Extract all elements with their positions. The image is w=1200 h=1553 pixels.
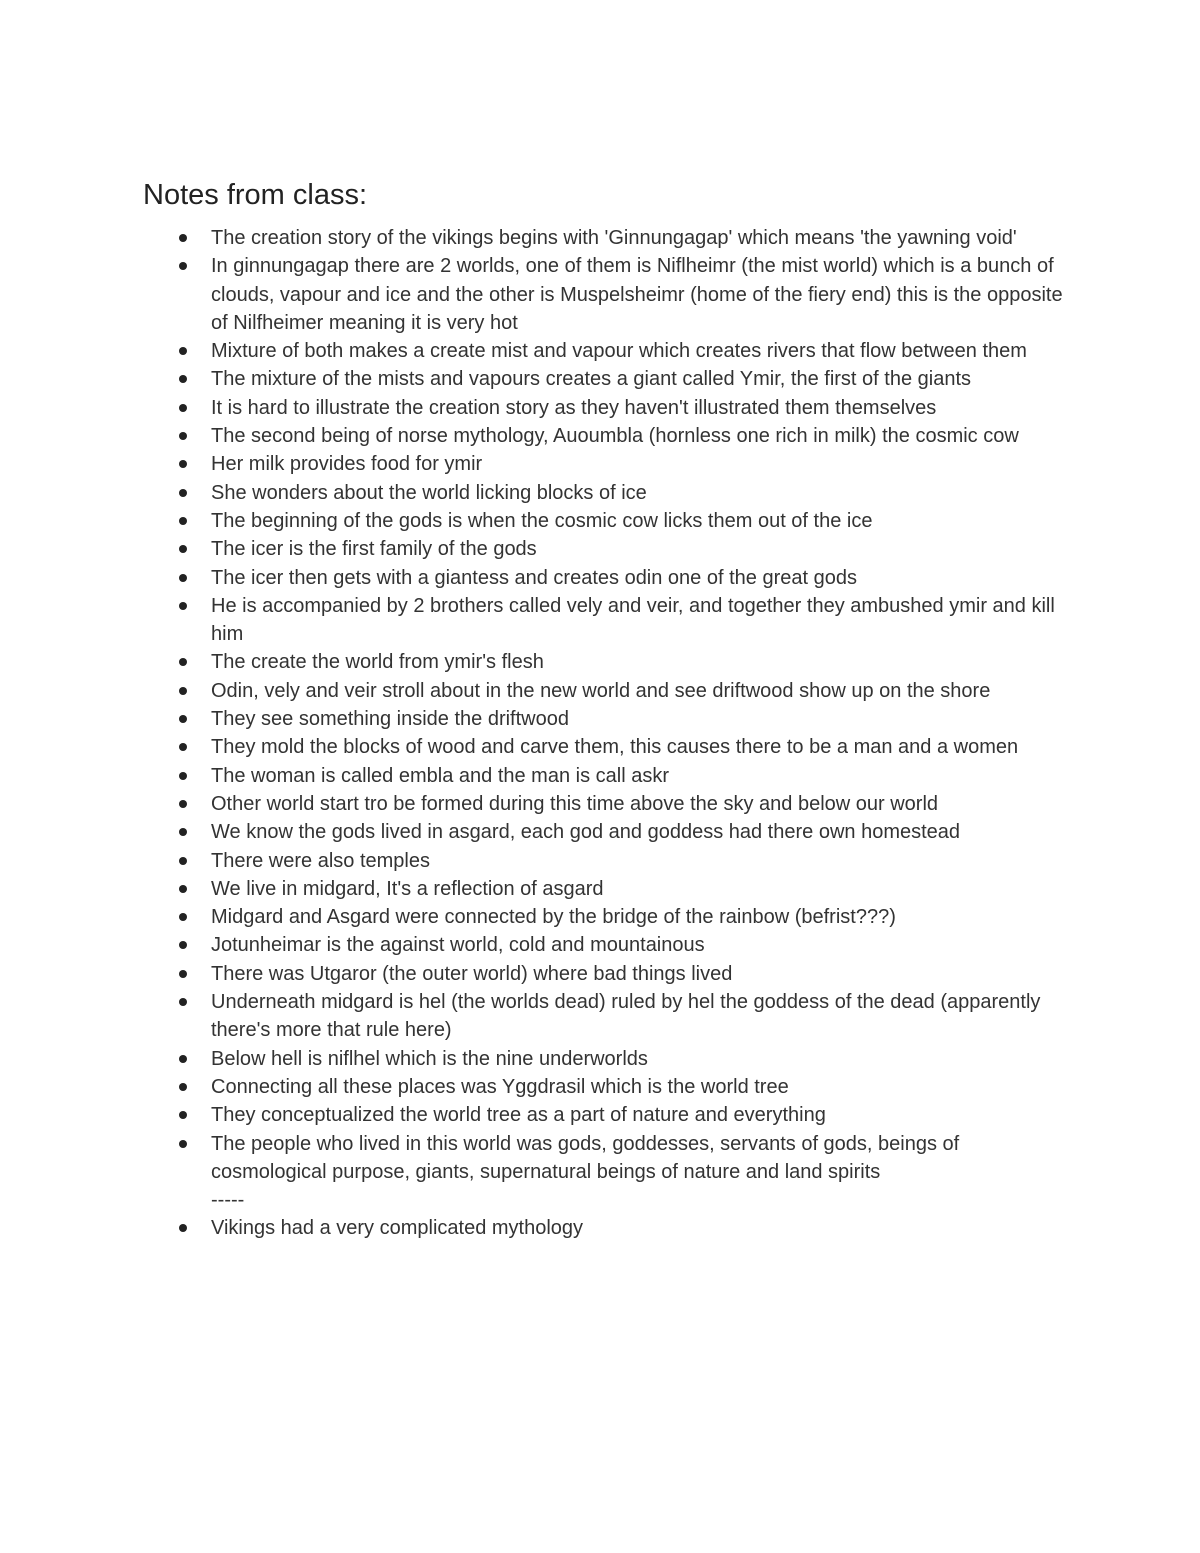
list-item-text: It is hard to illustrate the creation story as they haven't illustrated them themselves (211, 396, 937, 419)
list-item-text: Below hell is niflhel which is the nine underworlds (211, 1047, 648, 1070)
list-item-text: Jotunheimar is the against world, cold and mountainous (211, 934, 705, 957)
bullet-icon (179, 941, 187, 949)
list-item (143, 790, 1063, 818)
list-item-text: Vikings had a very complicated mythology (211, 1217, 584, 1240)
bullet-icon (179, 347, 187, 355)
bullet-icon (179, 658, 187, 666)
list-item (143, 648, 1063, 676)
bullet-icon (179, 262, 187, 270)
list-item (143, 931, 1063, 959)
list-item (143, 875, 1063, 903)
bullet-icon (179, 1140, 187, 1148)
bullet-icon (179, 800, 187, 808)
list-item-text: Midgard and Asgard were connected by the bridge of the rainbow (befrist???) (211, 906, 896, 929)
bullet-icon (179, 517, 187, 525)
bullet-icon (179, 913, 187, 921)
list-item-text: They see something inside the driftwood (211, 708, 569, 731)
list-item-text: The people who lived in this world was gods, goddesses, servants of gods, beings of cosmological purpose, giants, supernatural beings of nature and land spirits (211, 1132, 960, 1183)
list-item (143, 365, 1063, 393)
list-item-text: She wonders about the world licking blocks of ice (211, 481, 647, 504)
list-item-text: The second being of norse mythology, Auoumbla (hornless one rich in milk) the cosmic cow (211, 425, 1019, 448)
bullet-icon (179, 1224, 187, 1232)
list-item-text: They mold the blocks of wood and carve them, this causes there to be a man and a women (211, 736, 1019, 759)
list-item (143, 422, 1063, 450)
list-item (143, 818, 1063, 846)
list-item-text: Odin, vely and veir stroll about in the new world and see driftwood show up on the shore (211, 679, 991, 702)
list-item (143, 507, 1063, 535)
bullet-icon (179, 545, 187, 553)
bullet-icon (179, 885, 187, 893)
bullet-icon (179, 687, 187, 695)
list-item (143, 394, 1063, 422)
bullet-icon (179, 772, 187, 780)
separator-text: ----- (211, 1189, 245, 1212)
list-item-text: There was Utgaror (the outer world) where bad things lived (211, 962, 733, 985)
notes-list (143, 224, 1063, 1243)
bullet-icon (179, 857, 187, 865)
list-item-text: The creation story of the vikings begins with 'Ginnungagap' which means 'the yawning void' (211, 227, 1017, 249)
list-item (143, 1101, 1063, 1129)
list-item-text: The woman is called embla and the man is call askr (211, 764, 669, 787)
bullet-icon (179, 715, 187, 723)
list-item-text: The mixture of the mists and vapours creates a giant called Ymir, the first of the giants (211, 368, 971, 391)
bullet-icon (179, 375, 187, 383)
list-item-text: They conceptualized the world tree as a part of nature and everything (211, 1104, 826, 1127)
list-item (143, 733, 1063, 761)
list-item (143, 960, 1063, 988)
bullet-icon (179, 1055, 187, 1063)
bullet-icon (179, 743, 187, 751)
bullet-icon (179, 1083, 187, 1091)
list-item (143, 762, 1063, 790)
list-item (143, 337, 1063, 365)
bullet-icon (179, 404, 187, 412)
list-item-text: Connecting all these places was Yggdrasil which is the world tree (211, 1075, 789, 1098)
list-item-text: The icer is the first family of the gods (211, 538, 537, 561)
list-item-text: Her milk provides food for ymir (211, 453, 483, 476)
bullet-icon (179, 998, 187, 1006)
bullet-icon (179, 489, 187, 497)
list-item (143, 903, 1063, 931)
list-item-text: Other world start tro be formed during this time above the sky and below our world (211, 792, 939, 815)
bullet-icon (179, 574, 187, 582)
page-title: Notes from class: (143, 179, 367, 211)
list-item-text: Mixture of both makes a create mist and vapour which creates rivers that flow between them (211, 340, 1027, 363)
list-item (143, 1045, 1063, 1073)
bullet-icon (179, 970, 187, 978)
list-item-text: The beginning of the gods is when the cosmic cow licks them out of the ice (211, 509, 873, 532)
list-item (143, 1130, 1063, 1215)
list-item-text: We know the gods lived in asgard, each god and goddess had there own homestead (211, 821, 961, 844)
bullet-icon (179, 460, 187, 468)
list-item (143, 564, 1063, 592)
list-item (143, 479, 1063, 507)
list-item (143, 988, 1063, 1045)
bullet-icon (179, 234, 187, 242)
list-item-text: We live in midgard, It's a reflection of asgard (211, 877, 604, 900)
list-item (143, 535, 1063, 563)
list-item (143, 847, 1063, 875)
bullet-icon (179, 1111, 187, 1119)
list-item-text: In ginnungagap there are 2 worlds, one of them is Niflheimr (the mist world) which is a bunch of clouds, vapour and ice and the other is Muspelsheimr (home of the fiery end) this is the opposite of Nilfheimer meaning it is very hot (211, 255, 1063, 334)
bullet-icon (179, 602, 187, 610)
list-item (143, 1214, 1063, 1242)
list-item (143, 592, 1063, 649)
list-item (143, 677, 1063, 705)
bullet-icon (179, 828, 187, 836)
list-item-text: The icer then gets with a giantess and creates odin one of the great gods (211, 566, 857, 589)
list-item-text: There were also temples (211, 849, 430, 872)
list-item (143, 1073, 1063, 1101)
list-item-text: Underneath midgard is hel (the worlds dead) ruled by hel the goddess of the dead (apparently there's more that rule here) (211, 991, 1041, 1042)
list-item (143, 252, 1063, 337)
list-item-text: He is accompanied by 2 brothers called vely and veir, and together they ambushed ymir and kill him (211, 594, 1055, 646)
bullet-icon (179, 432, 187, 440)
list-item-text: The create the world from ymir's flesh (211, 651, 544, 674)
list-item (143, 450, 1063, 478)
list-item (143, 705, 1063, 733)
list-item (143, 224, 1063, 252)
